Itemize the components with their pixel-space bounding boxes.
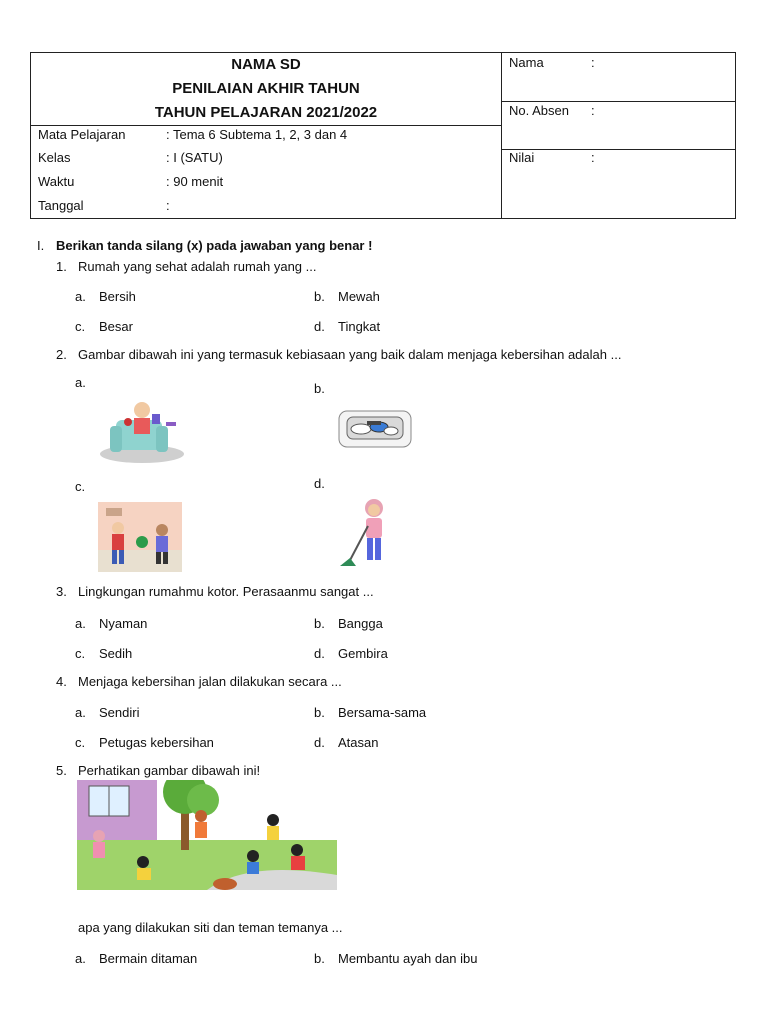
option-b[interactable]: b. Bangga	[314, 616, 383, 631]
option-a[interactable]: a.	[75, 375, 86, 390]
name-field[interactable]: :	[591, 55, 595, 70]
question-number: 4.	[56, 674, 67, 689]
kids-cleaning-wall-picture	[98, 502, 182, 572]
name-label: Nama	[509, 55, 544, 70]
question-text: Gambar dibawah ini yang termasuk kebiasaan yang baik dalam menjaga kebersihan adalah ...	[78, 347, 622, 362]
option-d[interactable]: d. Atasan	[314, 735, 379, 750]
header-divider	[501, 53, 502, 218]
absen-label: No. Absen	[509, 103, 569, 118]
option-b[interactable]: b. Mewah	[314, 289, 380, 304]
field-label: Tanggal	[38, 198, 84, 213]
option-d[interactable]: d. Tingkat	[314, 319, 381, 334]
header-rule	[31, 125, 501, 126]
option-c[interactable]: c.	[75, 479, 86, 494]
option-b[interactable]: b. Membantu ayah dan ibu	[314, 951, 478, 966]
field-label: Waktu	[38, 174, 75, 189]
kids-cleaning-garden-picture	[77, 780, 337, 890]
option-d[interactable]: d.	[314, 476, 325, 491]
option-c[interactable]: c. Sedih	[75, 646, 133, 661]
messy-child-sofa-picture	[98, 396, 186, 466]
option-d[interactable]: d. Gembira	[314, 646, 388, 661]
dirty-dishes-picture	[335, 405, 415, 457]
question-text: Lingkungan rumahmu kotor. Perasaanmu sangat ...	[78, 584, 374, 599]
option-a[interactable]: a. Bersih	[75, 289, 136, 304]
section-number: I.	[37, 238, 45, 253]
option-c[interactable]: c. Besar	[75, 319, 133, 334]
academic-year: TAHUN PELAJARAN 2021/2022	[154, 104, 378, 121]
field-value: : I (SATU)	[166, 150, 223, 165]
option-a[interactable]: a. Sendiri	[75, 705, 140, 720]
question-text: Menjaga kebersihan jalan dilakukan secara ...	[78, 674, 342, 689]
option-b[interactable]: b.	[314, 381, 325, 396]
exam-title: PENILAIAN AKHIR TAHUN	[172, 80, 360, 97]
score-label: Nilai	[509, 150, 535, 165]
option-b[interactable]: b. Bersama-sama	[314, 705, 427, 720]
question-text: Rumah yang sehat adalah rumah yang ...	[78, 259, 317, 274]
option-a[interactable]: a. Nyaman	[75, 616, 148, 631]
score-field[interactable]: :	[591, 150, 595, 165]
field-value: : Tema 6 Subtema 1, 2, 3 dan 4	[166, 127, 348, 142]
field-value: : 90 menit	[166, 174, 224, 189]
option-a[interactable]: a. Bermain ditaman	[75, 951, 198, 966]
header-table	[30, 52, 736, 219]
question-number: 5.	[56, 763, 67, 778]
field-label: Kelas	[38, 150, 71, 165]
question-number: 3.	[56, 584, 67, 599]
header-rule	[501, 101, 735, 102]
option-c[interactable]: c. Petugas kebersihan	[75, 735, 214, 750]
field-label: Mata Pelajaran	[38, 127, 126, 142]
school-name: NAMA SD	[231, 56, 301, 73]
question-number: 2.	[56, 347, 67, 362]
field-value: :	[166, 198, 170, 213]
girl-sweeping-picture	[336, 496, 396, 576]
question-subtext: apa yang dilakukan siti dan teman temanya ...	[78, 920, 343, 935]
question-text: Perhatikan gambar dibawah ini!	[78, 763, 261, 778]
section-instruction: Berikan tanda silang (x) pada jawaban yang benar !	[56, 238, 373, 253]
absen-field[interactable]: :	[591, 103, 595, 118]
header-rule	[501, 149, 735, 150]
question-number: 1.	[56, 259, 67, 274]
